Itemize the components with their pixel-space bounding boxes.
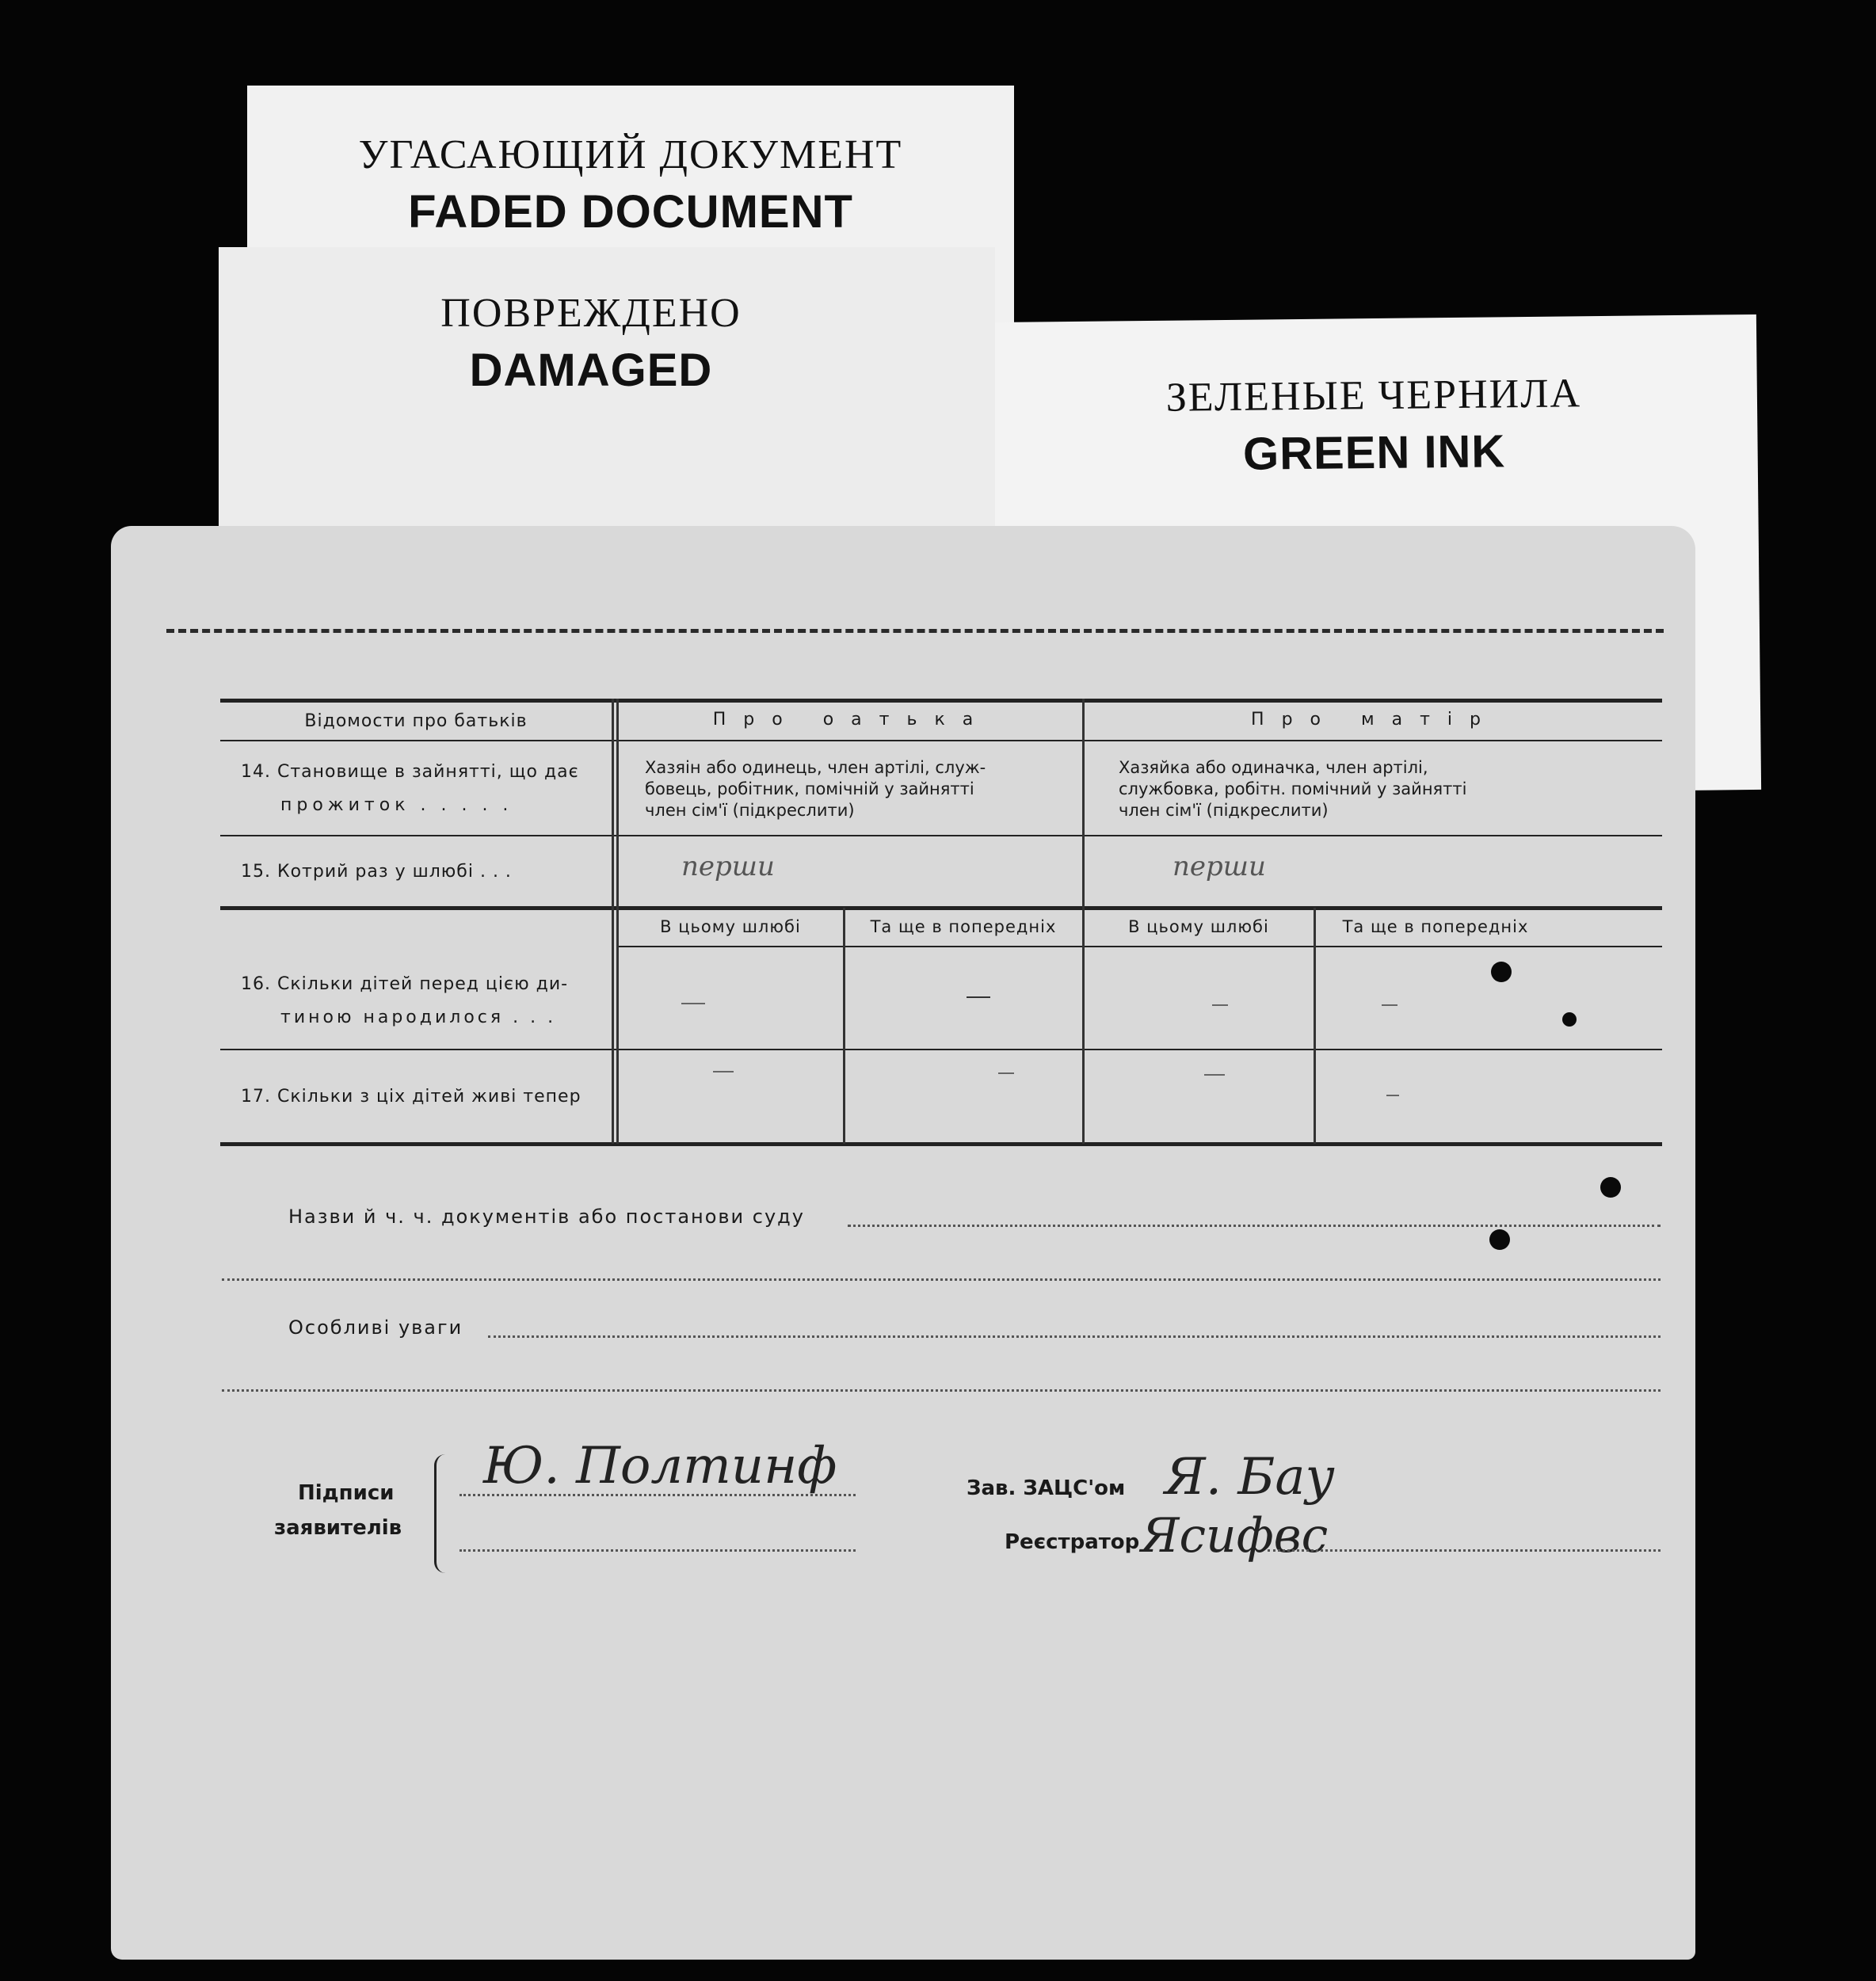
row15-label: 15. Котрий раз у шлюбі . . . bbox=[241, 862, 512, 882]
row14-label-line2: прожиток . . . . . bbox=[280, 795, 513, 815]
applicants-signatures-label-2: заявителів bbox=[274, 1516, 402, 1540]
col-divider-1b bbox=[616, 699, 619, 1144]
col-divider-4 bbox=[1314, 908, 1316, 1144]
row14-father-options: Хазяін або одинець, член артілі, служ- бовець, робітник, помічній у зайнятті член сім'ї (підкреслити) bbox=[645, 758, 986, 820]
faded-label-en: FADED DOCUMENT bbox=[408, 186, 853, 238]
row16-father-prev-dash bbox=[967, 996, 990, 998]
header-rule bbox=[220, 740, 1662, 741]
punch-hole bbox=[1600, 1177, 1621, 1198]
row15-father-handwritten: перши bbox=[681, 851, 775, 882]
faded-label-ru: УГАСАЮЩИЙ ДОКУМЕНТ bbox=[358, 132, 903, 177]
header-about-mother: Про матір bbox=[1251, 710, 1498, 730]
registrar-signature-line bbox=[1268, 1549, 1661, 1552]
subheader-rule bbox=[618, 946, 1662, 947]
applicant-signature-line-2 bbox=[459, 1549, 856, 1552]
row15-rule bbox=[220, 906, 1662, 910]
registry-form-page bbox=[111, 526, 1695, 1960]
row14-label-line1: 14. Становище в зайнятті, що дає bbox=[241, 762, 579, 782]
col-divider-1 bbox=[612, 699, 614, 1144]
col-divider-2 bbox=[843, 908, 845, 1144]
row17-mother-dash bbox=[1204, 1074, 1225, 1076]
row14-mother-options: Хазяйка або одиначка, член артілі, службовка, робітн. помічний у зайнятті член сім'ї (підкреслити) bbox=[1119, 758, 1467, 820]
row16-mother-dash bbox=[1212, 1004, 1228, 1006]
head-zags-label: Зав. ЗАЦС'ом bbox=[967, 1476, 1126, 1500]
table-top-rule bbox=[220, 699, 1662, 703]
row14-rule bbox=[220, 835, 1662, 836]
header-about-father: Про оатька bbox=[712, 710, 991, 730]
row17-mother-prev-dash bbox=[1386, 1095, 1399, 1096]
row16-father-dash bbox=[681, 1003, 705, 1004]
applicant-signature: Ю. Полтинф bbox=[483, 1437, 837, 1495]
documents-line-2 bbox=[222, 1278, 1661, 1281]
remarks-line-2 bbox=[222, 1389, 1661, 1392]
damaged-label-ru: ПОВРЕЖДЕНО bbox=[440, 291, 742, 336]
row16-label-line1: 16. Скільки дітей перед цією ди- bbox=[241, 974, 569, 994]
row16-mother-prev-dash bbox=[1382, 1004, 1397, 1006]
documents-line-1 bbox=[848, 1225, 1661, 1227]
punch-hole bbox=[1489, 1229, 1510, 1250]
table-bottom-rule bbox=[220, 1142, 1662, 1146]
remarks-label: Особливі уваги bbox=[288, 1316, 463, 1339]
remarks-line-1 bbox=[488, 1335, 1661, 1338]
subheader-previous-mother: Та ще в попередніх bbox=[1342, 917, 1529, 936]
punch-hole bbox=[1491, 962, 1512, 982]
damaged-label-en: DAMAGED bbox=[469, 345, 713, 396]
green-ink-label-ru: ЗЕЛЕНЫЕ ЧЕРНИЛА bbox=[1165, 371, 1582, 421]
row16-rule bbox=[220, 1049, 1662, 1050]
row15-mother-handwritten: перши bbox=[1172, 851, 1266, 882]
perforation-line bbox=[166, 629, 1664, 633]
registrar-signature: Ясифвс bbox=[1141, 1508, 1329, 1564]
row17-label: 17. Скільки з ціх дітей живі тепер bbox=[241, 1087, 581, 1107]
green-ink-label-en: GREEN INK bbox=[1242, 425, 1506, 480]
row17-father-prev-dash bbox=[998, 1072, 1014, 1074]
head-signature: Я. Бау bbox=[1165, 1448, 1335, 1507]
damaged-card bbox=[219, 247, 995, 532]
applicants-signatures-label-1: Підписи bbox=[298, 1481, 395, 1505]
subheader-this-marriage-mother: В цьому шлюбі bbox=[1128, 917, 1269, 936]
registrar-label: Реєстратор bbox=[1005, 1530, 1140, 1554]
subheader-this-marriage-father: В цьому шлюбі bbox=[660, 917, 801, 936]
header-parents-info: Відомости про батьків bbox=[304, 711, 528, 731]
documents-label: Назви й ч. ч. документів або постанови суду bbox=[288, 1206, 805, 1228]
row17-father-dash bbox=[713, 1071, 734, 1072]
row16-label-line2: тиною народилося . . . bbox=[280, 1008, 557, 1027]
subheader-previous-father: Та ще в попередніх bbox=[870, 917, 1057, 936]
punch-hole bbox=[1562, 1012, 1577, 1027]
col-divider-3 bbox=[1082, 699, 1085, 1144]
signature-brace bbox=[434, 1454, 451, 1573]
